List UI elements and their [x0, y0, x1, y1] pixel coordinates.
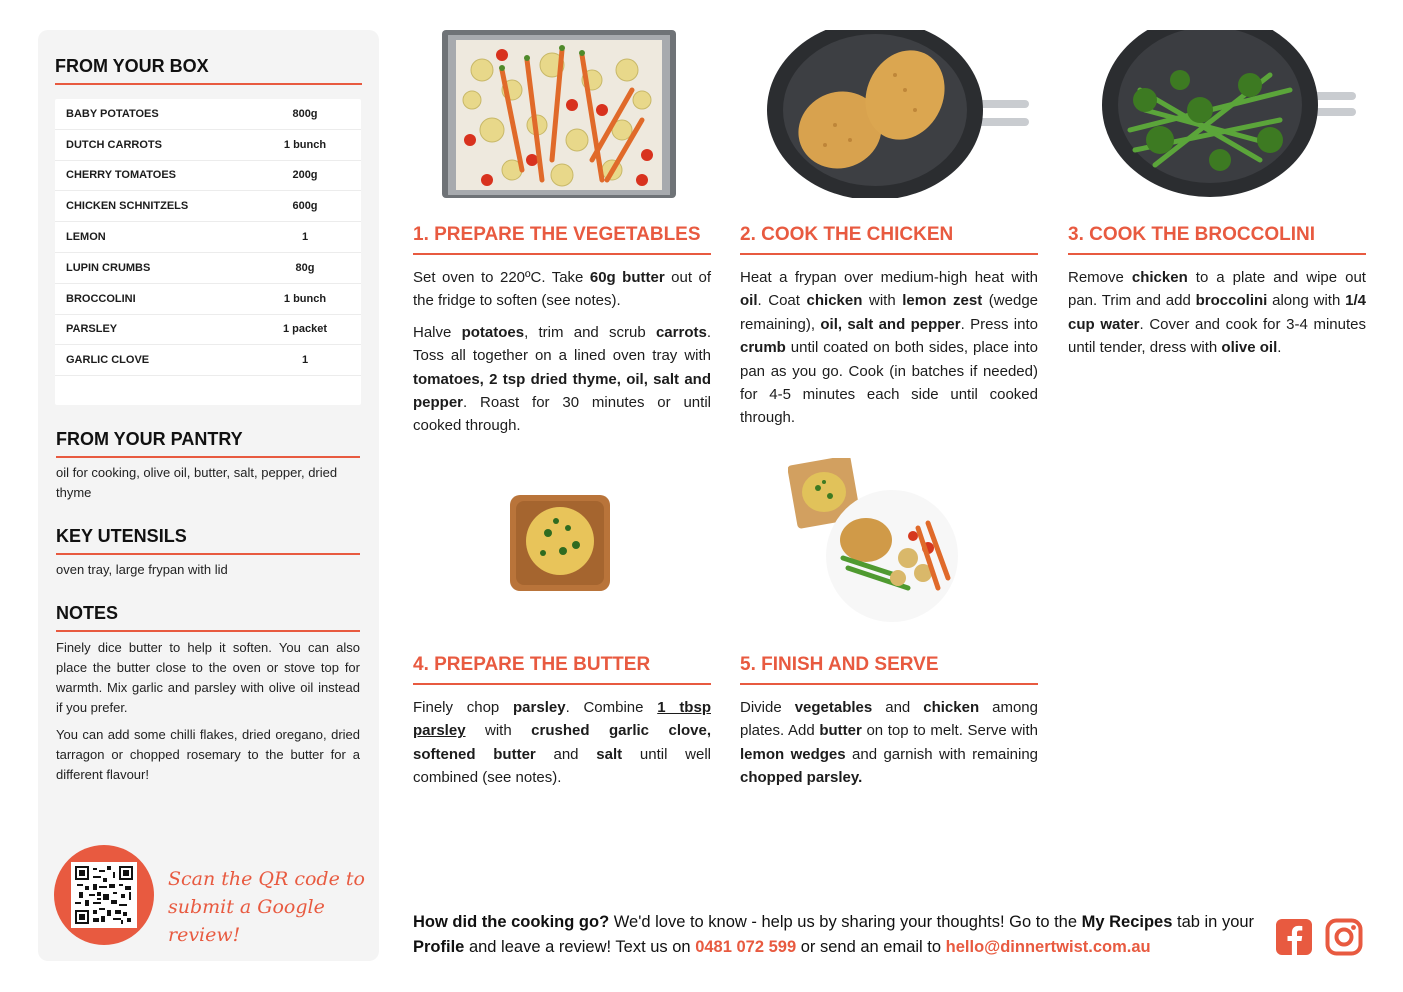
ingredient-quantity: 1 bunch	[283, 292, 327, 305]
instagram-icon[interactable]	[1325, 918, 1363, 956]
broccolini-pan-image	[1100, 30, 1360, 198]
step-2-title: 2. COOK THE CHICKEN	[740, 224, 1038, 255]
butter-bowl-image	[508, 493, 612, 593]
qr-caption	[168, 865, 368, 949]
notes-text	[56, 638, 360, 792]
key-utensils-title: KEY UTENSILS	[56, 526, 360, 555]
vegetables-tray-image	[442, 30, 676, 198]
ingredient-name: BABY POTATOES	[66, 107, 159, 120]
ingredient-quantity: 200g	[292, 169, 318, 182]
notes-paragraph: Finely dice butter to help it soften. You can also place the butter close to the oven or stove top for warmth. Mix garlic and parsley with olive oil instead if you prefer.	[56, 640, 360, 715]
ingredient-name: LUPIN CRUMBS	[66, 261, 151, 274]
ingredient-name: GARLIC CLOVE	[66, 354, 150, 367]
sidebar-panel	[38, 30, 379, 961]
qr-code-badge[interactable]	[54, 845, 154, 945]
notes-title: NOTES	[56, 603, 360, 632]
phone-link[interactable]: 0481 072 599	[695, 938, 797, 956]
from-your-box-title: FROM YOUR BOX	[55, 56, 362, 85]
step-1-body: Set oven to 220ºC. Take 60g butter out of the fridge to soften (see notes). Halve potatoes, trim and scrub carrots. Toss all together on a lined oven tray with tomatoes, 2 tsp dried thyme, oil, salt and pepper. Roast for 30 minutes or until cooked through.	[413, 269, 712, 435]
ingredient-row	[55, 99, 361, 130]
step-5-body: Divide vegetables and chicken among plates. Add butter on top to melt. Serve with lemon wedges and garnish with remaining chopped parsley.	[740, 699, 1039, 787]
ingredient-quantity: 1 bunch	[283, 138, 327, 151]
ingredient-row	[55, 130, 361, 161]
ingredient-quantity: 1 packet	[282, 323, 328, 336]
ingredient-name: BROCCOLINI	[66, 292, 136, 305]
qr-caption-line: submit a Google review!	[168, 896, 325, 946]
ingredient-name: LEMON	[66, 231, 106, 244]
ingredient-row	[55, 284, 361, 315]
step-3-title: 3. COOK THE BROCCOLINI	[1068, 224, 1366, 255]
ingredient-quantity: 1	[301, 354, 309, 367]
pantry-text: oil for cooking, olive oil, butter, salt, pepper, dried thyme	[56, 465, 338, 500]
email-link[interactable]: hello@dinnertwist.com.au	[945, 938, 1151, 956]
step-4-body: Finely chop parsley. Combine 1 tbsp parsley with crushed garlic clove, softened butter and salt until well combined (see notes).	[413, 699, 712, 787]
chicken-pan-image	[765, 30, 1035, 198]
ingredient-row	[55, 191, 361, 222]
from-your-pantry-title: FROM YOUR PANTRY	[56, 429, 360, 458]
review-question: How did the cooking go?	[413, 913, 610, 931]
step-1-title: 1. PREPARE THE VEGETABLES	[413, 224, 711, 255]
step-5-title: 5. FINISH AND SERVE	[740, 654, 1038, 685]
ingredient-row	[55, 345, 361, 376]
my-recipes-tab-ref: My Recipes	[1081, 913, 1173, 931]
ingredient-row	[55, 253, 361, 284]
ingredient-quantity: 600g	[292, 200, 318, 213]
ingredient-row	[55, 161, 361, 192]
ingredient-quantity: 80g	[295, 261, 315, 274]
ingredients-table	[55, 99, 361, 405]
profile-ref: Profile	[413, 938, 465, 956]
ingredient-name: CHICKEN SCHNITZELS	[66, 200, 189, 213]
step-3-body: Remove chicken to a plate and wipe out pan. Trim and add broccolini along with 1/4 cup water. Cover and cook for 3-4 minutes until tender, dress with olive oil.	[1068, 269, 1366, 357]
step-4-title: 4. PREPARE THE BUTTER	[413, 654, 711, 685]
ingredient-name: PARSLEY	[66, 323, 118, 336]
ingredient-row	[55, 315, 361, 346]
qr-caption-line: Scan the QR code to	[168, 868, 365, 890]
facebook-icon[interactable]	[1275, 918, 1313, 956]
utensils-text: oven tray, large frypan with lid	[56, 562, 228, 577]
review-prompt: How did the cooking go? We'd love to know - help us by sharing your thoughts! Go to the My Recipes tab in your Profile and leave a review! Text us on 0481 072 599 or send an email to hello@dinnertwist.com.au	[413, 913, 1255, 956]
finished-plate-image	[788, 458, 966, 626]
ingredient-name: CHERRY TOMATOES	[66, 169, 177, 182]
qr-code-icon[interactable]	[71, 862, 137, 928]
notes-paragraph: You can add some chilli flakes, dried oregano, dried tarragon or chopped rosemary to the butter for a different flavour!	[56, 727, 360, 782]
ingredient-quantity: 800g	[292, 107, 318, 120]
ingredient-row	[55, 222, 361, 253]
ingredient-name: DUTCH CARROTS	[66, 138, 162, 151]
ingredient-quantity: 1	[301, 231, 309, 244]
step-2-body: Heat a frypan over medium-high heat with oil. Coat chicken with lemon zest (wedge remaining), oil, salt and pepper. Press into crumb until coated on both sides, place into pan as you go. Cook (in batches if needed) for 4-5 minutes each side until cooked through.	[740, 269, 1039, 427]
